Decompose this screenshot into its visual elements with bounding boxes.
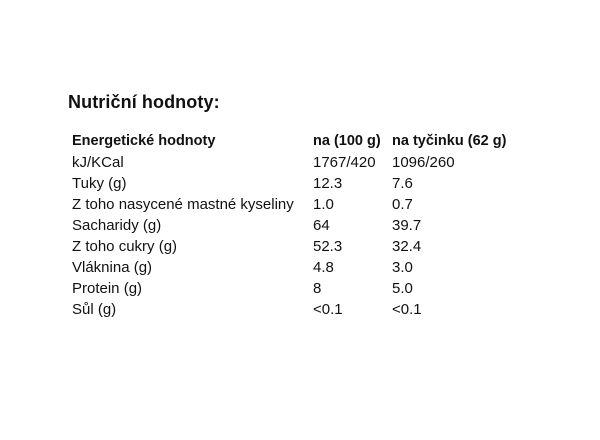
table-row-energy [72, 152, 532, 173]
column-header-per-100g: na (100 g) [313, 133, 381, 149]
value-per-100g: 12.3 [313, 175, 343, 192]
table-row-fiber [72, 257, 532, 278]
value-per-bar: 39.7 [392, 217, 422, 234]
nutrient-name: Tuky (g) [72, 175, 127, 192]
value-per-bar: 32.4 [392, 238, 422, 255]
nutrient-name: Vláknina (g) [72, 259, 153, 276]
value-per-100g: 1.0 [313, 196, 334, 213]
column-header-nutrient: Energetické hodnoty [72, 133, 216, 149]
value-per-bar: <0.1 [392, 301, 422, 318]
nutrient-name: Protein (g) [72, 280, 143, 297]
value-per-100g: 8 [313, 280, 322, 297]
table-row-protein [72, 278, 532, 299]
table-row-saturated-fat [72, 194, 532, 215]
nutrient-name: Sůl (g) [72, 301, 117, 318]
column-header-per-bar: na tyčinku (62 g) [392, 133, 507, 149]
table-row-sugars [72, 236, 532, 257]
table-row-carbohydrates [72, 215, 532, 236]
section-heading: Nutriční hodnoty: [68, 92, 220, 112]
value-per-bar: 5.0 [392, 280, 413, 297]
nutrient-name: Z toho nasycené mastné kyseliny [72, 196, 294, 213]
value-per-100g: 64 [313, 217, 330, 234]
value-per-100g: 52.3 [313, 238, 343, 255]
table-header-row [72, 131, 532, 152]
nutrient-name: Z toho cukry (g) [72, 238, 178, 255]
nutrition-table [72, 131, 532, 320]
value-per-bar: 1096/260 [392, 154, 455, 171]
nutrient-name: kJ/KCal [72, 154, 124, 171]
value-per-100g: <0.1 [313, 301, 343, 318]
value-per-bar: 0.7 [392, 196, 413, 213]
table-row-salt [72, 299, 532, 320]
value-per-100g: 1767/420 [313, 154, 376, 171]
value-per-bar: 7.6 [392, 175, 413, 192]
table-row-fat [72, 173, 532, 194]
nutrient-name: Sacharidy (g) [72, 217, 162, 234]
value-per-bar: 3.0 [392, 259, 413, 276]
value-per-100g: 4.8 [313, 259, 334, 276]
